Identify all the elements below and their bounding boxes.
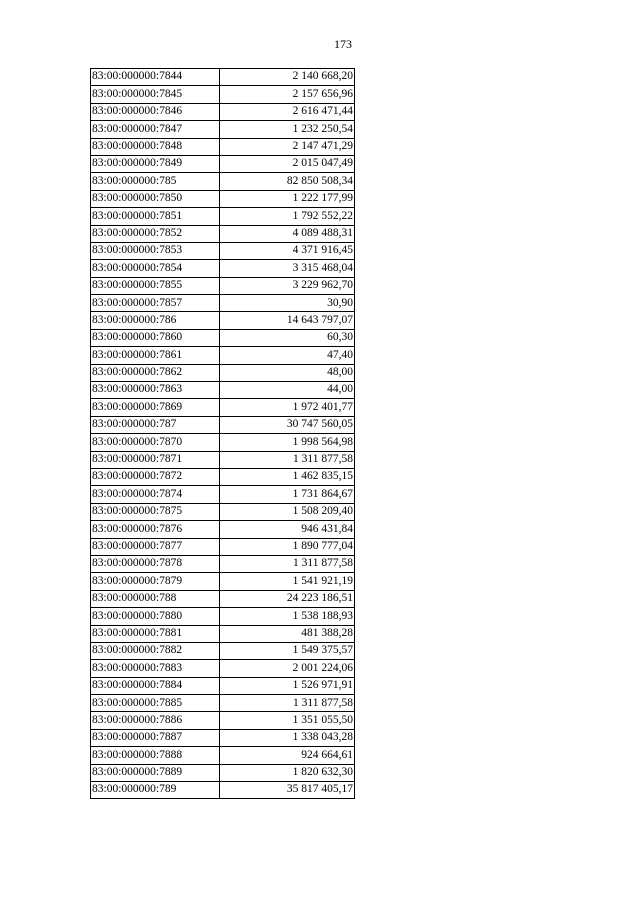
cadastral-value-cell: 1 998 564,98 [220, 434, 355, 451]
table-row [91, 312, 355, 329]
cadastral-value-cell: 2 001 224,06 [220, 660, 355, 677]
cadastral-value-cell: 2 616 471,44 [220, 103, 355, 120]
table-row [91, 590, 355, 607]
table-row [91, 642, 355, 659]
table-row [91, 242, 355, 259]
cadastral-number-cell: 83:00:000000:7847 [91, 121, 220, 138]
table-row [91, 416, 355, 433]
table-row [91, 173, 355, 190]
table-row [91, 782, 355, 799]
table-row [91, 277, 355, 294]
table-row [91, 555, 355, 572]
cadastral-value-cell: 82 850 508,34 [220, 173, 355, 190]
cadastral-value-cell: 1 972 401,77 [220, 399, 355, 416]
table-row [91, 538, 355, 555]
cadastral-number-cell: 83:00:000000:7886 [91, 712, 220, 729]
cadastral-number-cell: 83:00:000000:7875 [91, 503, 220, 520]
cadastral-value-cell: 1 890 777,04 [220, 538, 355, 555]
cadastral-number-cell: 83:00:000000:7851 [91, 208, 220, 225]
cadastral-number-cell: 83:00:000000:7845 [91, 86, 220, 103]
table-row [91, 468, 355, 485]
cadastral-value-cell: 24 223 186,51 [220, 590, 355, 607]
cadastral-value-cell: 1 731 864,67 [220, 486, 355, 503]
cadastral-number-cell: 83:00:000000:7861 [91, 347, 220, 364]
cadastral-number-cell: 83:00:000000:7849 [91, 155, 220, 172]
cadastral-value-cell: 1 311 877,58 [220, 451, 355, 468]
cadastral-number-cell: 83:00:000000:7860 [91, 329, 220, 346]
cadastral-value-cell: 4 371 916,45 [220, 242, 355, 259]
cadastral-value-cell: 1 538 188,93 [220, 608, 355, 625]
cadastral-value-cell: 1 549 375,57 [220, 642, 355, 659]
table-row [91, 121, 355, 138]
cadastral-number-cell: 83:00:000000:7879 [91, 573, 220, 590]
cadastral-number-cell: 83:00:000000:7870 [91, 434, 220, 451]
cadastral-value-cell: 1 351 055,50 [220, 712, 355, 729]
cadastral-value-cell: 2 015 047,49 [220, 155, 355, 172]
table-row [91, 660, 355, 677]
table-row [91, 451, 355, 468]
cadastral-number-cell: 83:00:000000:789 [91, 782, 220, 799]
cadastral-number-cell: 83:00:000000:7848 [91, 138, 220, 155]
table-row [91, 138, 355, 155]
cadastral-value-cell: 481 388,28 [220, 625, 355, 642]
cadastral-value-cell: 30 747 560,05 [220, 416, 355, 433]
cadastral-value-cell: 1 232 250,54 [220, 121, 355, 138]
cadastral-number-cell: 83:00:000000:7853 [91, 242, 220, 259]
cadastral-number-cell: 83:00:000000:788 [91, 590, 220, 607]
cadastral-value-cell: 1 541 921,19 [220, 573, 355, 590]
table-row [91, 208, 355, 225]
cadastral-value-cell: 1 338 043,28 [220, 729, 355, 746]
cadastral-value-cell: 2 140 668,20 [220, 69, 355, 86]
cadastral-number-cell: 83:00:000000:7876 [91, 521, 220, 538]
table-row [91, 155, 355, 172]
table-row [91, 260, 355, 277]
cadastral-value-cell: 2 157 656,96 [220, 86, 355, 103]
cadastral-value-cell: 48,00 [220, 364, 355, 381]
cadastral-value-cell: 1 792 552,22 [220, 208, 355, 225]
table-row [91, 103, 355, 120]
cadastral-number-cell: 83:00:000000:7854 [91, 260, 220, 277]
cadastral-value-cell: 924 664,61 [220, 747, 355, 764]
table-row [91, 695, 355, 712]
page-number: 173 [334, 37, 352, 51]
cadastral-value-cell: 3 315 468,04 [220, 260, 355, 277]
cadastral-number-cell: 83:00:000000:7863 [91, 382, 220, 399]
table-row [91, 486, 355, 503]
cadastral-value-cell: 946 431,84 [220, 521, 355, 538]
table-row [91, 764, 355, 781]
cadastral-number-cell: 83:00:000000:7877 [91, 538, 220, 555]
table-row [91, 69, 355, 86]
cadastral-number-cell: 83:00:000000:7874 [91, 486, 220, 503]
cadastral-value-cell: 14 643 797,07 [220, 312, 355, 329]
cadastral-value-cell: 1 311 877,58 [220, 695, 355, 712]
cadastral-number-cell: 83:00:000000:7880 [91, 608, 220, 625]
cadastral-number-cell: 83:00:000000:7850 [91, 190, 220, 207]
cadastral-number-cell: 83:00:000000:7862 [91, 364, 220, 381]
cadastral-number-cell: 83:00:000000:7846 [91, 103, 220, 120]
cadastral-number-cell: 83:00:000000:7857 [91, 295, 220, 312]
cadastral-value-cell: 1 311 877,58 [220, 555, 355, 572]
cadastral-value-cell: 3 229 962,70 [220, 277, 355, 294]
cadastral-number-cell: 83:00:000000:7852 [91, 225, 220, 242]
cadastral-number-cell: 83:00:000000:7885 [91, 695, 220, 712]
table-row [91, 295, 355, 312]
cadastral-number-cell: 83:00:000000:7884 [91, 677, 220, 694]
cadastral-number-cell: 83:00:000000:7882 [91, 642, 220, 659]
table-row [91, 608, 355, 625]
table-row [91, 503, 355, 520]
cadastral-number-cell: 83:00:000000:785 [91, 173, 220, 190]
cadastral-value-table [90, 68, 355, 799]
table-row [91, 225, 355, 242]
table-row [91, 399, 355, 416]
cadastral-value-cell: 1 820 632,30 [220, 764, 355, 781]
cadastral-value-cell: 4 089 488,31 [220, 225, 355, 242]
table-row [91, 677, 355, 694]
cadastral-value-cell: 2 147 471,29 [220, 138, 355, 155]
table-row [91, 86, 355, 103]
cadastral-number-cell: 83:00:000000:7869 [91, 399, 220, 416]
cadastral-value-cell: 1 508 209,40 [220, 503, 355, 520]
cadastral-value-cell: 47,40 [220, 347, 355, 364]
cadastral-number-cell: 83:00:000000:7888 [91, 747, 220, 764]
cadastral-number-cell: 83:00:000000:7887 [91, 729, 220, 746]
cadastral-value-cell: 1 222 177,99 [220, 190, 355, 207]
cadastral-value-cell: 30,90 [220, 295, 355, 312]
cadastral-value-cell: 1 526 971,91 [220, 677, 355, 694]
cadastral-number-cell: 83:00:000000:7878 [91, 555, 220, 572]
cadastral-number-cell: 83:00:000000:7872 [91, 468, 220, 485]
table-row [91, 434, 355, 451]
table-row [91, 364, 355, 381]
cadastral-number-cell: 83:00:000000:786 [91, 312, 220, 329]
table-row [91, 521, 355, 538]
table-body [91, 69, 355, 799]
cadastral-number-cell: 83:00:000000:7844 [91, 69, 220, 86]
cadastral-number-cell: 83:00:000000:7889 [91, 764, 220, 781]
cadastral-number-cell: 83:00:000000:7855 [91, 277, 220, 294]
table-row [91, 747, 355, 764]
table-row [91, 625, 355, 642]
table-row [91, 712, 355, 729]
table-row [91, 573, 355, 590]
cadastral-value-cell: 60,30 [220, 329, 355, 346]
table-row [91, 729, 355, 746]
cadastral-number-cell: 83:00:000000:787 [91, 416, 220, 433]
table-row [91, 347, 355, 364]
table-row [91, 329, 355, 346]
cadastral-value-cell: 44,00 [220, 382, 355, 399]
cadastral-value-cell: 35 817 405,17 [220, 782, 355, 799]
cadastral-number-cell: 83:00:000000:7883 [91, 660, 220, 677]
table-row [91, 190, 355, 207]
cadastral-number-cell: 83:00:000000:7881 [91, 625, 220, 642]
cadastral-number-cell: 83:00:000000:7871 [91, 451, 220, 468]
cadastral-value-cell: 1 462 835,15 [220, 468, 355, 485]
table-row [91, 382, 355, 399]
